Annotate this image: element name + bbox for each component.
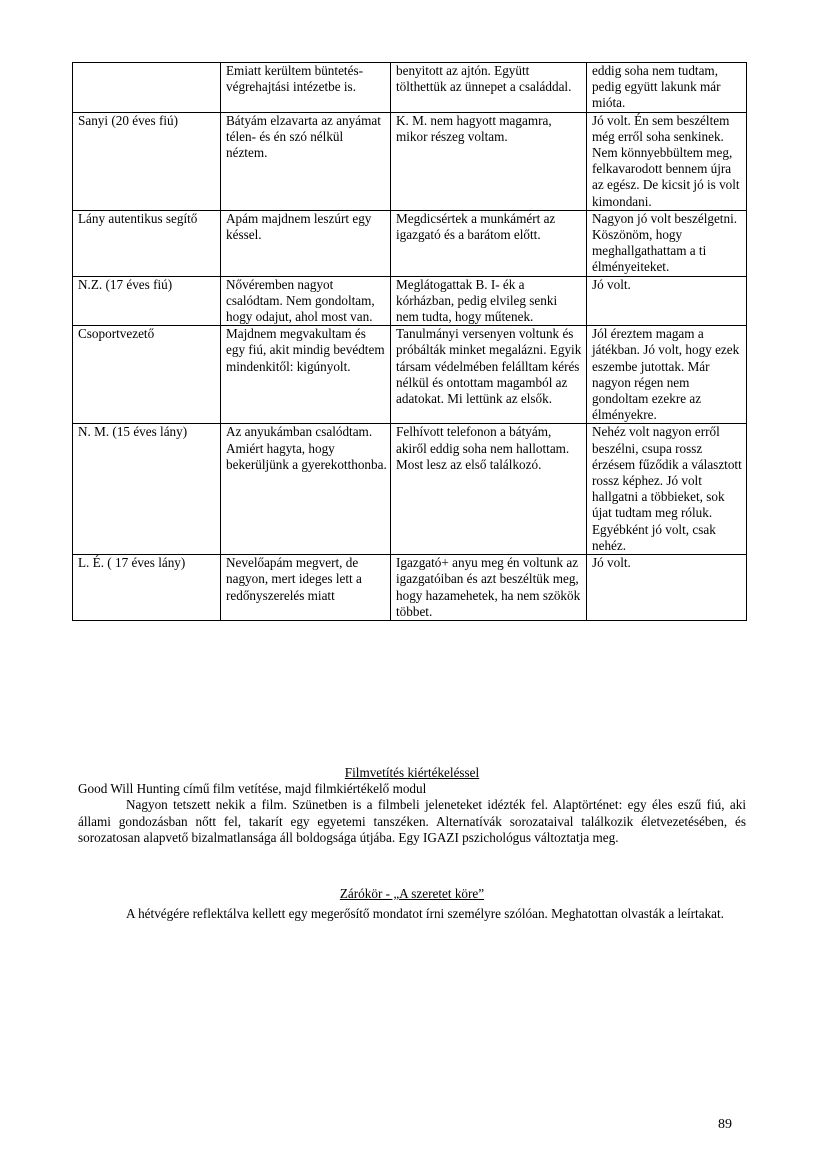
person-cell: Csoportvezető: [73, 326, 221, 424]
film-paragraph: Nagyon tetszett nekik a film. Szünetben is a filmbeli jeleneteket idézték fel. Alaptörténet: egy éles eszű fiú, aki állami gondozásban nőtt fel, takarít egy egyetemi tanszéken. Alternatívák sorozataival találkozik életvezetésében, és sorozatosan alapvető bizalmatlansága áll boldogsága útjába. Egy IGAZI pszichológus változtatja meg.: [78, 797, 746, 845]
closing-heading: Zárókör - „A szeretet köre”: [339, 886, 485, 901]
feeling-cell: eddig soha nem tudtam, pedig együtt lakunk már mióta.: [587, 63, 747, 113]
table-row: [73, 326, 747, 424]
good-experience-cell: Felhívott telefonon a bátyám, akiről eddig soha nem hallottam. Most lesz az első találkozó.: [391, 424, 587, 555]
person-cell: Sanyi (20 éves fiú): [73, 112, 221, 210]
bad-experience-cell: Az anyukámban csalódtam. Amiért hagyta, hogy bekerüljünk a gyerekotthonba.: [221, 424, 391, 555]
person-cell: N.Z. (17 éves fiú): [73, 276, 221, 326]
film-section: [78, 765, 746, 846]
feeling-cell: Nagyon jó volt beszélgetni. Köszönöm, hogy meghallgathattam a ti élményeiteket.: [587, 210, 747, 276]
bad-experience-cell: Nevelőapám megvert, de nagyon, mert ideges lett a redőnyszerelés miatt: [221, 555, 391, 621]
table-row: [73, 424, 747, 555]
feeling-cell: Jó volt.: [587, 276, 747, 326]
closing-paragraph: A hétvégére reflektálva kellett egy megerősítő mondatot írni személyre szólóan. Meghatottan olvasták a leírtakat.: [126, 906, 724, 922]
page-number: 89: [718, 1117, 732, 1132]
bad-experience-cell: Nővéremben nagyot csalódtam. Nem gondoltam, hogy odajut, ahol most van.: [221, 276, 391, 326]
closing-section: [78, 886, 746, 922]
table-row: [73, 555, 747, 621]
bad-experience-cell: Emiatt kerültem büntetés-végrehajtási intézetbe is.: [221, 63, 391, 113]
bad-experience-cell: Apám majdnem leszúrt egy késsel.: [221, 210, 391, 276]
feeling-cell: Jól éreztem magam a játékban. Jó volt, hogy ezek eszembe jutottak. Már nagyon régen nem gondoltam ezekre az élményekre.: [587, 326, 747, 424]
table-row: [73, 63, 747, 113]
feeling-cell: Jó volt.: [587, 555, 747, 621]
good-experience-cell: Igazgató+ anyu meg én voltunk az igazgatóiban és azt beszéltük meg, hogy hazamehetek, ha nem szökök többet.: [391, 555, 587, 621]
table-row: [73, 210, 747, 276]
good-experience-cell: K. M. nem hagyott magamra, mikor részeg voltam.: [391, 112, 587, 210]
person-cell: Lány autentikus segítő: [73, 210, 221, 276]
table-row: [73, 112, 747, 210]
film-heading: Filmvetítés kiértékeléssel: [344, 765, 480, 780]
table-row: [73, 276, 747, 326]
bad-experience-cell: Majdnem megvakultam és egy fiú, akit mindig bevédtem mindenkitől: kigúnyolt.: [221, 326, 391, 424]
good-experience-cell: Megdicsértek a munkámért az igazgató és a barátom előtt.: [391, 210, 587, 276]
person-cell: N. M. (15 éves lány): [73, 424, 221, 555]
person-cell: L. É. ( 17 éves lány): [73, 555, 221, 621]
good-experience-cell: benyitott az ajtón. Együtt tölthettük az ünnepet a családdal.: [391, 63, 587, 113]
bad-experience-cell: Bátyám elzavarta az anyámat télen- és én szó nélkül néztem.: [221, 112, 391, 210]
experience-table: [72, 62, 747, 621]
person-cell: [73, 63, 221, 113]
feeling-cell: Nehéz volt nagyon erről beszélni, csupa rossz érzésem fűződik a választott rossz képhez. Jó volt hallgatni a többieket, sok újat tudtam meg róluk. Egyébként jó volt, csak nehéz.: [587, 424, 747, 555]
feeling-cell: Jó volt. Én sem beszéltem még erről soha senkinek. Nem könnyebbültem meg, felkavarodott bennem újra az egész. De kicsit jó is volt kimondani.: [587, 112, 747, 210]
good-experience-cell: Meglátogattak B. I- ék a kórházban, pedig elvileg senki nem tudta, hogy műtenek.: [391, 276, 587, 326]
good-experience-cell: Tanulmányi versenyen voltunk és próbálták minket megalázni. Egyik társam védelmében felálltam kérés nélkül és ontottam magamból az adatokat. Mi lettünk az elsők.: [391, 326, 587, 424]
film-subtitle: Good Will Hunting című film vetítése, majd filmkiértékelő modul: [78, 781, 427, 797]
